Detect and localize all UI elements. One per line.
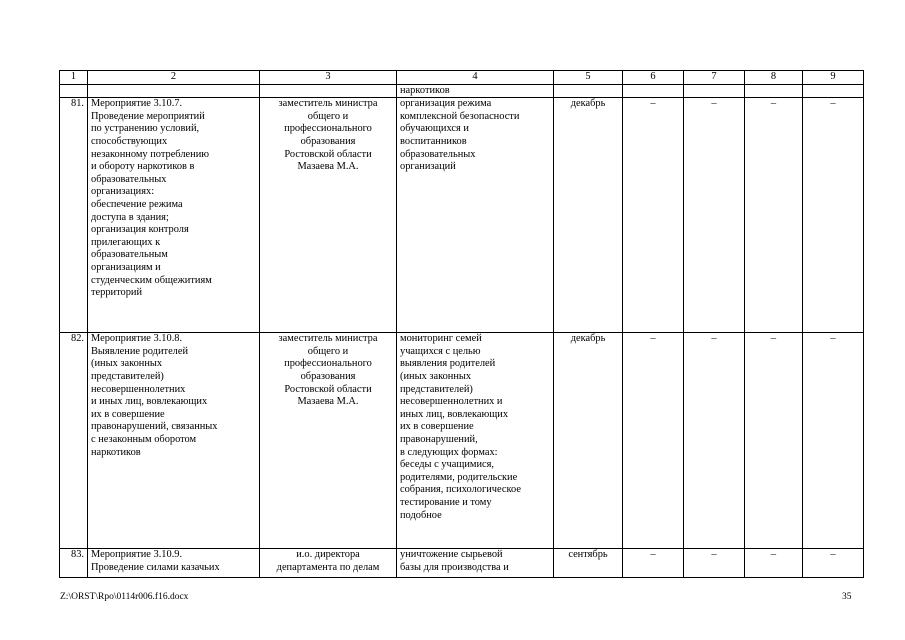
- cell-line: воспитанников: [400, 135, 467, 147]
- header-cell: 7: [684, 71, 745, 85]
- cell-line: их в совершение: [91, 408, 165, 420]
- cell-line: обучающихся и: [400, 123, 469, 135]
- header-cell: 3: [260, 71, 397, 85]
- control-event-cell: –: [684, 333, 745, 549]
- responsible-cell: [260, 549, 397, 578]
- result-cell: [397, 98, 554, 333]
- header-cell: 4: [397, 71, 554, 85]
- control-event-cell: –: [745, 98, 803, 333]
- cell-line: Мазаева М.А.: [297, 396, 359, 408]
- cell-line: профессионального: [284, 123, 372, 135]
- cell-line: по устранению условий,: [91, 123, 200, 135]
- cell-line: профессионального: [284, 358, 372, 370]
- continuation-row: [60, 84, 864, 98]
- measure-cell: [88, 333, 260, 549]
- cell-line: собрания, психологическое: [400, 484, 521, 496]
- cell-line: заместитель министра: [278, 333, 378, 345]
- cell-line: родителями, родительские: [400, 471, 518, 483]
- cell-line: наркотиков: [91, 446, 141, 458]
- cell-line: несовершеннолетних: [91, 383, 186, 395]
- control-event-cell: –: [745, 549, 803, 578]
- measures-table: [59, 70, 864, 578]
- header-row: [60, 71, 864, 85]
- cell-line: (иных законных: [400, 370, 472, 382]
- control-event-cell: –: [623, 549, 684, 578]
- cell-line: образования: [300, 370, 356, 382]
- cell-line: представителей): [91, 370, 164, 382]
- cell-line: выявления родителей: [400, 358, 496, 370]
- cell-line: доступа в здания;: [91, 211, 169, 223]
- row-number: 83.: [60, 549, 88, 578]
- cell-line: образования: [300, 135, 356, 147]
- cell-line: и иных лиц, вовлекающих: [91, 396, 208, 408]
- cell-line: образовательных: [400, 148, 476, 160]
- cell-line: учащихся с целью: [400, 345, 481, 357]
- cell-line: мониторинг семей: [400, 333, 482, 345]
- cell-line: образовательным: [91, 249, 168, 261]
- result-cell: [397, 549, 554, 578]
- row-number: 82.: [60, 333, 88, 549]
- cell-line: организациям и: [91, 261, 161, 273]
- measure-cell: [88, 549, 260, 578]
- cell-line: (иных законных: [91, 358, 163, 370]
- cell-line: подобное: [400, 509, 442, 521]
- header-cell: 5: [554, 71, 623, 85]
- cell-line: организация режима: [400, 98, 492, 110]
- page-number: 35: [842, 592, 852, 602]
- measure-cell: [88, 98, 260, 333]
- cell-line: Ростовской области: [284, 383, 372, 395]
- cell-line: и обороту наркотиков в: [91, 161, 195, 173]
- control-event-cell: –: [803, 98, 864, 333]
- cell-line: несовершеннолетних и: [400, 396, 503, 408]
- cell-line: Ростовской области: [284, 148, 372, 160]
- control-event-cell: –: [684, 98, 745, 333]
- header-cell: 9: [803, 71, 864, 85]
- cell-line: прилегающих к: [91, 236, 161, 248]
- cell-line: Мероприятие 3.10.8.: [91, 333, 183, 345]
- file-path: Z:\ORST\Rpo\0114r006.f16.docx: [60, 592, 189, 602]
- cell-line: незаконному потреблению: [91, 148, 210, 160]
- control-event-cell: –: [803, 333, 864, 549]
- cell-line: Мероприятие 3.10.7.: [91, 98, 183, 110]
- cell-line: студенческим общежитиям: [91, 274, 212, 286]
- responsible-cell: [260, 333, 397, 549]
- header-cell: 2: [88, 71, 260, 85]
- cell-line: департамента по делам: [276, 561, 380, 573]
- cell-line: Проведение мероприятий: [91, 110, 205, 122]
- cell-line: уничтожение сырьевой: [400, 549, 503, 561]
- header-cell: 1: [60, 71, 88, 85]
- cell-line: и.о. директора: [296, 549, 360, 561]
- responsible-cell: [260, 98, 397, 333]
- control-event-cell: –: [623, 98, 684, 333]
- table-row: [60, 98, 864, 333]
- deadline-cell: декабрь: [554, 98, 623, 333]
- cell-line: организаций: [400, 161, 456, 173]
- header-cell: 8: [745, 71, 803, 85]
- cell-line: правонарушений, связанных: [91, 421, 218, 433]
- cell-line: представителей): [400, 383, 473, 395]
- cell-line: организациях:: [91, 186, 155, 198]
- continuation-text: наркотиков: [397, 84, 554, 98]
- cell-line: общего и: [307, 345, 349, 357]
- cell-line: беседы с учащимися,: [400, 459, 495, 471]
- deadline-cell: декабрь: [554, 333, 623, 549]
- cell-line: иных лиц, вовлекающих: [400, 408, 509, 420]
- control-event-cell: –: [623, 333, 684, 549]
- cell-line: способствующих: [91, 135, 168, 147]
- cell-line: тестирование и тому: [400, 496, 492, 508]
- table-row: [60, 333, 864, 549]
- cell-line: обеспечение режима: [91, 198, 183, 210]
- cell-line: общего и: [307, 110, 349, 122]
- header-cell: 6: [623, 71, 684, 85]
- cell-line: их в совершение: [400, 421, 474, 433]
- cell-line: Выявление родителей: [91, 345, 189, 357]
- cell-line: Мазаева М.А.: [297, 161, 359, 173]
- cell-line: организация контроля: [91, 224, 189, 236]
- control-event-cell: –: [684, 549, 745, 578]
- control-event-cell: –: [745, 333, 803, 549]
- deadline-cell: сентябрь: [554, 549, 623, 578]
- cell-line: образовательных: [91, 173, 167, 185]
- cell-line: базы для производства и: [400, 561, 509, 573]
- cell-line: Проведение силами казачьих: [91, 561, 220, 573]
- cell-line: правонарушений,: [400, 433, 478, 445]
- cell-line: заместитель министра: [278, 98, 378, 110]
- cell-line: территорий: [91, 287, 143, 299]
- cell-line: с незаконным оборотом: [91, 433, 197, 445]
- table-row: [60, 549, 864, 578]
- cell-line: комплексной безопасности: [400, 110, 520, 122]
- cell-line: в следующих формах:: [400, 446, 498, 458]
- row-number: 81.: [60, 98, 88, 333]
- control-event-cell: –: [803, 549, 864, 578]
- result-cell: [397, 333, 554, 549]
- cell-line: Мероприятие 3.10.9.: [91, 549, 183, 561]
